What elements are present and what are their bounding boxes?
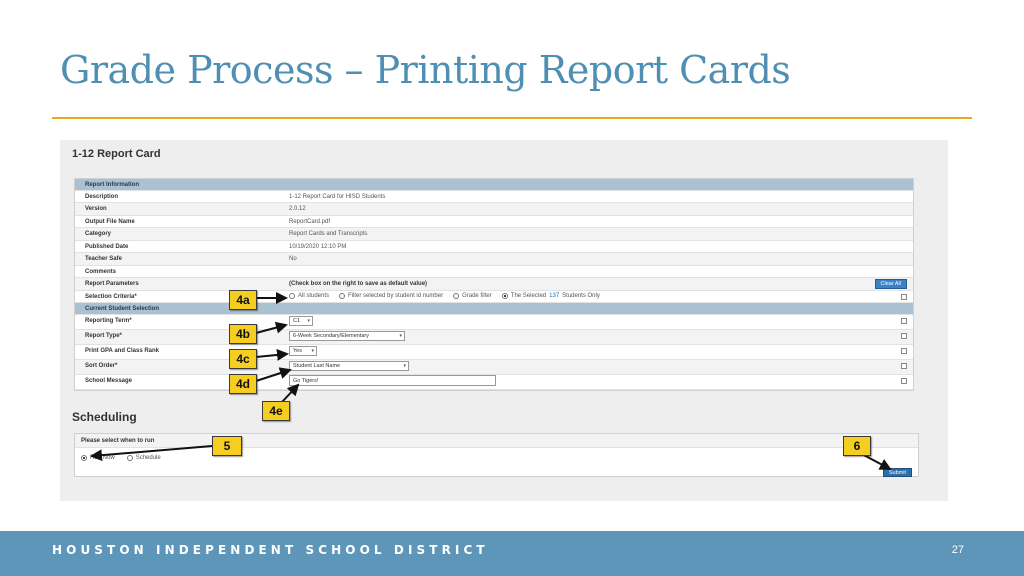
- row-label: Print GPA and Class Rank: [85, 347, 160, 354]
- report-parameters-row: [75, 278, 913, 290]
- row-label: Reporting Term*: [85, 317, 132, 324]
- school-message-row: [75, 375, 913, 390]
- page-number: 27: [951, 544, 964, 556]
- selection-criteria-row: [75, 291, 913, 303]
- option-label: Run Now: [90, 455, 115, 461]
- row-value: 10/19/2020 12:10 PM: [289, 243, 347, 250]
- option-label: All students: [298, 292, 330, 299]
- section-label: Report Information: [85, 182, 139, 188]
- info-row-version: [75, 203, 913, 215]
- option-label: Students Only: [562, 292, 600, 299]
- radio-run-now[interactable]: [81, 455, 115, 461]
- radio-icon: [127, 455, 133, 461]
- print-gpa-select[interactable]: Yes ▾: [289, 346, 317, 356]
- row-label: School Message: [85, 377, 133, 384]
- radio-icon: [339, 293, 345, 299]
- row-value: No: [289, 256, 297, 263]
- callout-6: 6: [843, 436, 871, 456]
- radio-icon: [289, 293, 295, 299]
- callout-5: 5: [212, 436, 242, 456]
- school-message-input[interactable]: Go Tigers!: [289, 375, 496, 386]
- report-card-title: 1-12 Report Card: [72, 148, 161, 160]
- parameters-hint: (Check box on the right to save as default value): [289, 281, 428, 288]
- radio-icon: [502, 293, 508, 299]
- sort-order-row: [75, 360, 913, 375]
- scheduling-options: [81, 455, 161, 461]
- radio-icon: [81, 455, 87, 461]
- footer-organization: HOUSTON INDEPENDENT SCHOOL DISTRICT: [52, 543, 489, 557]
- selection-criteria-options: [289, 293, 600, 299]
- scheduling-title: Scheduling: [72, 410, 137, 424]
- radio-icon: [453, 293, 459, 299]
- section-label: Current Student Selection: [85, 305, 160, 312]
- row-label: Selection Criteria*: [85, 293, 137, 300]
- chevron-down-icon: ▾: [307, 317, 310, 324]
- row-label: Description: [85, 194, 119, 200]
- print-gpa-row: [75, 345, 913, 360]
- checkbox-icon[interactable]: [901, 294, 907, 300]
- chevron-down-icon: ▾: [399, 332, 402, 339]
- checkbox-icon[interactable]: [901, 348, 907, 354]
- checkbox-icon[interactable]: [901, 363, 907, 369]
- info-row-description: [75, 191, 913, 203]
- callout-4b: 4b: [229, 324, 257, 344]
- radio-grade-filter[interactable]: [453, 293, 492, 299]
- checkbox-icon[interactable]: [901, 378, 907, 384]
- option-label: Grade filter: [462, 292, 492, 299]
- row-value: ReportCard.pdf: [289, 218, 331, 225]
- report-type-row: [75, 330, 913, 345]
- option-label: Filter selected by student id number: [348, 292, 444, 299]
- row-label: Report Parameters: [85, 281, 139, 288]
- scheduling-panel: [74, 433, 919, 477]
- row-value: 2.0.12: [289, 206, 306, 213]
- option-label: The Selected: [510, 292, 547, 299]
- slide-title: Grade Process – Printing Report Cards: [60, 48, 791, 92]
- report-information-header: [75, 179, 913, 191]
- callout-4d: 4d: [229, 374, 257, 394]
- radio-filter-student-id[interactable]: [339, 293, 443, 299]
- current-student-selection-header: [75, 303, 913, 315]
- info-row-comments: [75, 266, 913, 278]
- checkbox-icon[interactable]: [901, 333, 907, 339]
- callout-4c: 4c: [229, 349, 257, 369]
- info-row-category: [75, 228, 913, 240]
- chevron-down-icon: ▾: [403, 362, 406, 369]
- info-row-teacher-safe: [75, 253, 913, 265]
- reporting-term-select[interactable]: C1 ▾: [289, 316, 313, 326]
- selected-count: 137: [549, 292, 560, 299]
- radio-all-students[interactable]: [289, 293, 329, 299]
- footer-bar: [0, 531, 1024, 576]
- reporting-term-row: [75, 315, 913, 330]
- clear-all-button[interactable]: Clear All: [875, 279, 907, 289]
- radio-schedule[interactable]: [127, 455, 161, 461]
- report-card-screenshot: [60, 140, 948, 501]
- submit-button[interactable]: Submit: [883, 468, 912, 477]
- report-form: [74, 178, 914, 391]
- row-label: Output File Name: [85, 218, 135, 225]
- row-label: Sort Order*: [85, 362, 118, 369]
- title-divider: [52, 117, 972, 119]
- row-label: Report Type*: [85, 332, 122, 339]
- report-type-select[interactable]: 6-Week Secondary/Elementary ▾: [289, 331, 405, 341]
- checkbox-icon[interactable]: [901, 318, 907, 324]
- radio-selected-students[interactable]: [502, 293, 600, 299]
- info-row-published-date: [75, 241, 913, 253]
- scheduling-prompt: Please select when to run: [75, 434, 918, 448]
- info-row-output-file: [75, 216, 913, 228]
- row-label: Teacher Safe: [85, 256, 122, 263]
- row-value: Report Cards and Transcripts: [289, 231, 368, 238]
- option-label: Schedule: [135, 455, 161, 461]
- row-value: 1-12 Report Card for HISD Students: [289, 194, 386, 200]
- callout-4e: 4e: [262, 401, 290, 421]
- sort-order-select[interactable]: Student Last Name ▾: [289, 361, 409, 371]
- row-label: Category: [85, 231, 112, 238]
- row-label: Comments: [85, 268, 117, 275]
- callout-4a: 4a: [229, 290, 257, 310]
- row-label: Version: [85, 206, 107, 213]
- row-label: Published Date: [85, 243, 129, 250]
- chevron-down-icon: ▾: [311, 347, 314, 354]
